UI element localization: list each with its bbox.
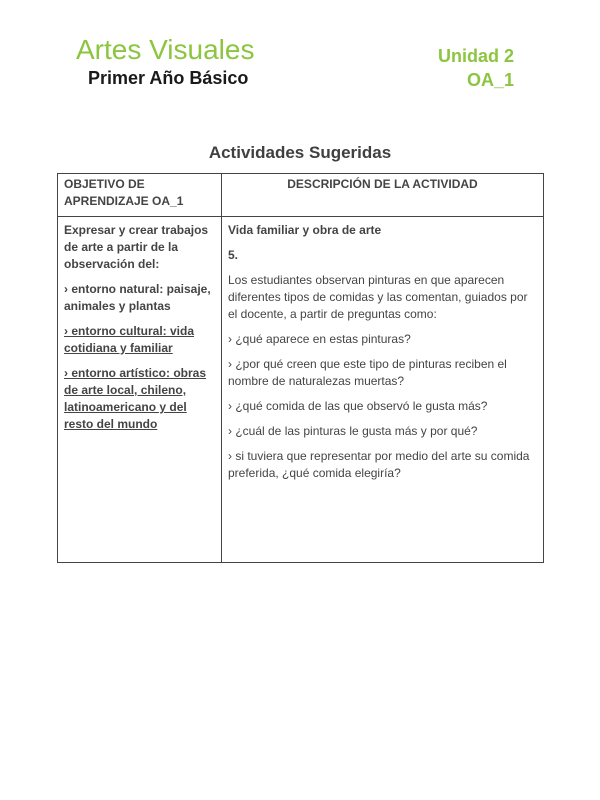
- table-row: [58, 217, 544, 563]
- activity-title: Vida familiar y obra de arte: [228, 223, 382, 237]
- question-item: › ¿qué comida de las que observó le gusta más?: [228, 399, 488, 413]
- question-item: › ¿qué aparece en estas pinturas?: [228, 332, 411, 346]
- objective-header: OBJETIVO DE APRENDIZAJE OA_1: [58, 174, 222, 217]
- question-item: › ¿por qué creen que este tipo de pinturas reciben el nombre de naturalezas muertas?: [228, 357, 507, 388]
- objective-item-artistic[interactable]: › entorno artístico: obras de arte local, chileno, latinoamericano y del resto del mundo: [64, 366, 207, 431]
- unit-info: [438, 44, 514, 92]
- objective-item-cultural[interactable]: › entorno cultural: vida cotidiana y familiar: [64, 324, 195, 355]
- objective-statement: Expresar y crear trabajos de arte a partir de la observación del:: [64, 223, 209, 271]
- objective-item-natural: › entorno natural: paisaje, animales y plantas: [64, 282, 211, 313]
- objective-cell: [58, 217, 222, 563]
- question-item: › si tuviera que representar por medio del arte su comida preferida, ¿qué comida elegiría?: [228, 449, 530, 480]
- activities-table: [57, 173, 544, 563]
- question-item: › ¿cuál de las pinturas le gusta más y por qué?: [228, 424, 478, 438]
- grade-subtitle: Primer Año Básico: [88, 68, 249, 88]
- unit-label: Unidad 2: [437, 46, 514, 66]
- document-header: [76, 34, 254, 90]
- description-header: DESCRIPCIÓN DE LA ACTIVIDAD: [222, 174, 544, 217]
- activity-number: 5.: [228, 248, 239, 262]
- section-title: Actividades Sugeridas: [208, 143, 392, 162]
- course-title: Artes Visuales: [76, 34, 255, 65]
- oa-label: OA_1: [466, 70, 514, 90]
- activity-intro: Los estudiantes observan pinturas en que aparecen diferentes tipos de comidas y las comentan, guiados por el docente, a partir de preguntas como:: [228, 273, 528, 321]
- table-header-row: [58, 174, 544, 217]
- description-cell: [222, 217, 544, 563]
